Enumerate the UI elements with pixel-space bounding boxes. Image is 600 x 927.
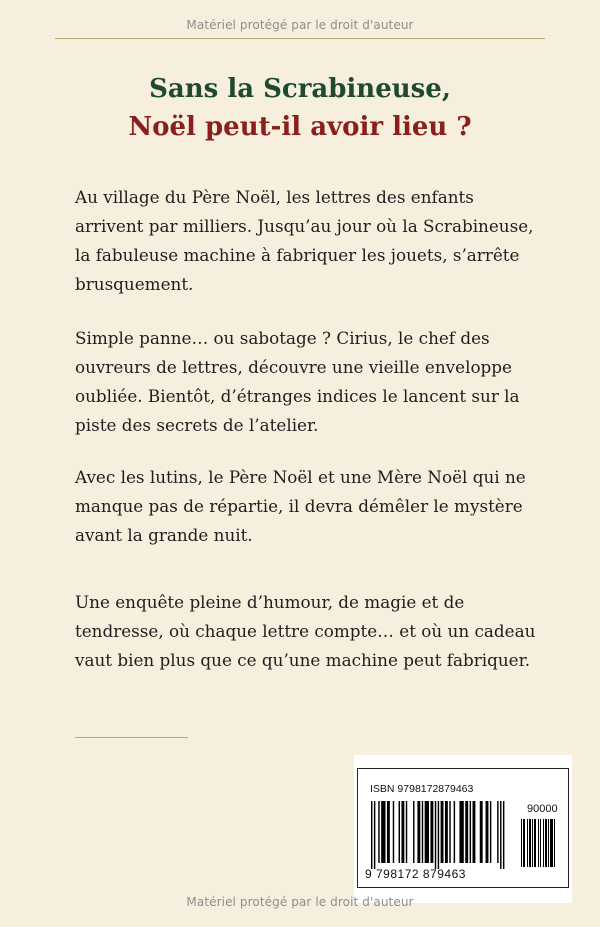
blurb-paragraph-3: Avec les lutins, le Père Noël et une Mère Noël qui ne manque pas de répartie, il devra démêler le mystère avant la grande nuit. (75, 467, 526, 545)
back-cover-title (0, 70, 600, 146)
addon-barcode-bars (521, 819, 561, 871)
barcode-bar (381, 801, 385, 863)
title-line-1: Sans la Scrabineuse, (149, 74, 451, 104)
barcode-bar (374, 801, 375, 869)
copyright-watermark-bottom: Matériel protégé par le droit d'auteur (186, 895, 414, 909)
blurb-paragraph-2: Simple panne… ou sabotage ? Cirius, le chef des ouvreurs de lettres, découvre une vieille enveloppe oubliée. Bientôt, d’étranges indices le lancent sur la piste des secrets de l’atelier. (75, 328, 520, 435)
barcode-bar (378, 801, 379, 863)
barcode-bar (371, 801, 372, 869)
barcode-bar (435, 801, 436, 869)
barcode-bar (540, 819, 541, 867)
blurb-paragraph-1: Au village du Père Noël, les lettres des enfants arrivent par milliers. Jusqu’au jour où la Scrabineuse, la fabuleuse machine à fabriquer les jouets, s’arrête brusquement. (75, 187, 534, 294)
barcode-bar (393, 801, 394, 863)
barcode-bar (497, 801, 498, 863)
barcode-bar (413, 801, 414, 863)
top-divider (55, 38, 545, 39)
barcode-bar (473, 801, 476, 863)
barcode-bar (527, 819, 528, 867)
barcode-bar (554, 819, 555, 867)
barcode-bar (503, 801, 504, 869)
copyright-watermark-top: Matériel protégé par le droit d'auteur (186, 18, 414, 32)
title-line-2: Noël peut-il avoir lieu ? (128, 112, 472, 142)
barcode-bar (534, 819, 536, 867)
barcode-bar (548, 819, 549, 867)
barcode-bar (459, 801, 463, 863)
barcode-bar (445, 801, 448, 863)
barcode-bar (465, 801, 468, 863)
barcode-bar (500, 801, 501, 869)
barcode-bar (399, 801, 400, 863)
barcode-bar (387, 801, 390, 863)
isbn-digits: 9 798172 879463 (365, 867, 466, 881)
barcode-bar (401, 801, 404, 863)
isbn-barcode-panel (354, 755, 572, 903)
barcode-bar (550, 819, 553, 867)
barcode-bar (425, 801, 429, 863)
barcode-bar (454, 801, 455, 863)
barcode-bar (430, 801, 433, 863)
barcode-bar (545, 819, 547, 867)
barcode-bar (470, 801, 471, 863)
barcode-bar (438, 801, 439, 869)
short-divider (75, 737, 188, 738)
barcode-bar (441, 801, 444, 863)
barcode-frame (357, 768, 569, 888)
isbn-label: ISBN 9798172879463 (370, 783, 474, 795)
barcode-bar (449, 801, 450, 863)
barcode-bar (417, 801, 420, 863)
barcode-bar (523, 819, 525, 867)
barcode-bar (521, 819, 522, 867)
barcode-bar (486, 801, 489, 863)
barcode-bar (422, 801, 423, 863)
barcode-bar (490, 801, 491, 863)
ean-barcode-bars (371, 801, 521, 871)
barcode-bar (532, 819, 533, 867)
barcode-bar (529, 819, 531, 867)
barcode-bar (543, 819, 544, 867)
barcode-bar (406, 801, 407, 863)
barcode-bar (538, 819, 539, 867)
blurb-paragraph-4: Une enquête pleine d’humour, de magie et de tendresse, où chaque lettre compte… et où un cadeau vaut bien plus que ce qu’une machine peut fabriquer. (75, 592, 536, 670)
barcode-bar (480, 801, 483, 863)
price-code: 90000 (527, 803, 558, 815)
